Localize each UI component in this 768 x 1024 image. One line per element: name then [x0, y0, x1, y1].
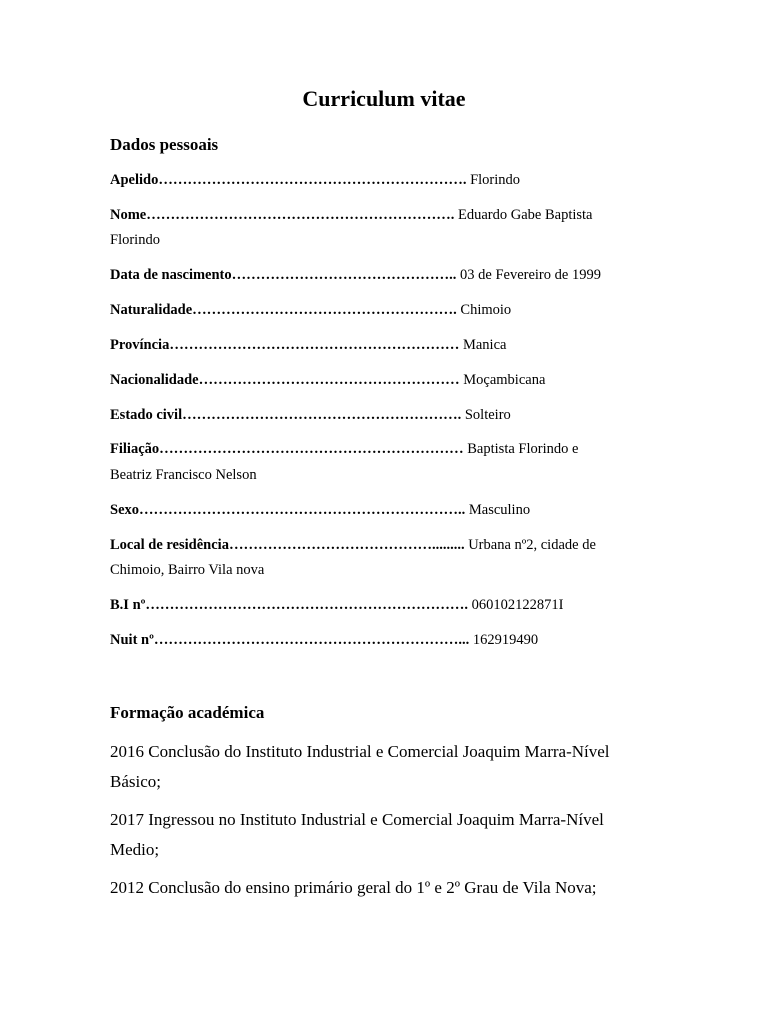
field-nome-continuation: Florindo [110, 232, 160, 248]
field-dots: ……………………………………………… [198, 372, 464, 388]
field-apelido [110, 168, 650, 193]
field-dots: ………………………………………………………... [153, 632, 473, 648]
field-label: Apelido [110, 172, 159, 188]
field-dots: …………………………………………………. [182, 407, 465, 423]
field-label: B.I nº [110, 597, 146, 613]
field-value: 060102122871I [471, 597, 564, 613]
document-title: Curriculum vitae [302, 86, 466, 111]
field-filiacao [110, 437, 650, 462]
field-label: Filiação [110, 441, 160, 457]
field-label: Nome [110, 207, 147, 223]
field-label: Local de residência [110, 537, 229, 553]
field-value: Urbana nº2, cidade de [468, 537, 596, 553]
field-naturalidade [110, 298, 650, 323]
field-dots: ………………………………………………………. [158, 172, 471, 188]
personal-data-heading: Dados pessoais [110, 135, 219, 154]
education-heading: Formação académica [110, 703, 265, 722]
field-nuit [110, 628, 650, 653]
field-label: Data de nascimento [110, 267, 232, 283]
field-label: Naturalidade [110, 302, 193, 318]
field-label: Província [110, 337, 170, 353]
field-label: Sexo [110, 502, 139, 518]
field-dots: ……………………………………………………… [159, 441, 468, 457]
field-value: Moçambicana [463, 372, 546, 388]
field-local-residencia-continuation: Chimoio, Bairro Vila nova [110, 562, 265, 578]
field-value: Manica [462, 337, 507, 353]
field-dots: ………………………………………………. [192, 302, 461, 318]
field-nacionalidade [110, 368, 650, 393]
field-data-nascimento [110, 263, 650, 288]
education-item-2-line-2: Medio; [110, 840, 160, 859]
education-item-2-line-1: 2017 Ingressou no Instituto Industrial e Comercial Joaquim Marra-Nível [110, 810, 604, 829]
field-value: Masculino [468, 502, 531, 518]
field-label: Nuit nº [110, 632, 154, 648]
field-value: Solteiro [464, 407, 511, 423]
field-local-residencia [110, 533, 650, 558]
field-sexo [110, 498, 650, 523]
field-dots: …………………………………………………………. [145, 597, 472, 613]
field-dots: ……………………………………….. [231, 267, 461, 283]
field-value: Florindo [470, 172, 521, 188]
field-filiacao-continuation: Beatriz Francisco Nelson [110, 467, 257, 483]
field-value: Eduardo Gabe Baptista [458, 207, 593, 223]
field-value: Chimoio [460, 302, 512, 318]
field-value: 162919490 [472, 632, 539, 648]
field-estado-civil [110, 403, 650, 428]
field-value: 03 de Fevereiro de 1999 [460, 267, 601, 283]
field-provincia [110, 333, 650, 358]
education-item-3-line-1: 2012 Conclusão do ensino primário geral do 1º e 2º Grau de Vila Nova; [110, 878, 597, 897]
field-value: Baptista Florindo e [467, 441, 579, 457]
field-label: Estado civil [110, 407, 183, 423]
education-item-1-line-1: 2016 Conclusão do Instituto Industrial e Comercial Joaquim Marra-Nível [110, 742, 610, 761]
field-dots: ………………………………………………………….. [139, 502, 469, 518]
field-bi [110, 593, 650, 618]
field-dots: …………………………………………………… [169, 337, 463, 353]
field-nome [110, 203, 650, 228]
field-label: Nacionalidade [110, 372, 199, 388]
field-dots: ………………………………………………………. [146, 207, 458, 223]
field-dots: ……………………………………......... [228, 537, 469, 553]
education-item-1-line-2: Básico; [110, 772, 161, 791]
